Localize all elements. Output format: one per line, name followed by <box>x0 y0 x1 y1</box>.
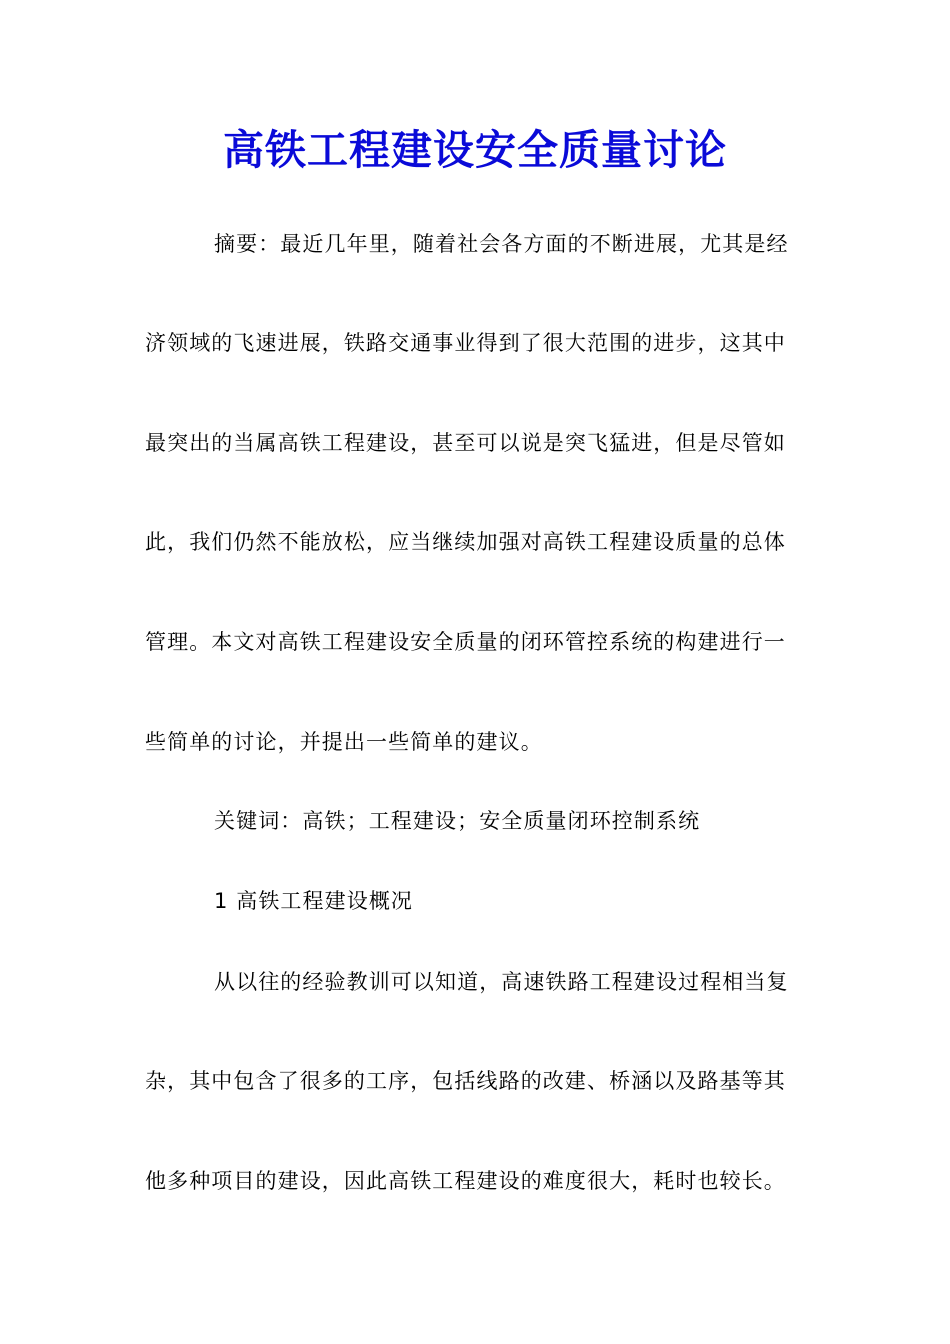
document-title: 高铁工程建设安全质量讨论 <box>223 126 727 174</box>
abstract-line: 最突出的当属高铁工程建设，甚至可以说是突飞猛进，但是尽管如 <box>145 431 786 455</box>
abstract-line: 些简单的讨论，并提出一些简单的建议。 <box>145 730 543 754</box>
keywords: 关键词：高铁；工程建设；安全质量闭环控制系统 <box>214 809 701 833</box>
abstract-line: 管理。本文对高铁工程建设安全质量的闭环管控系统的构建进行一 <box>145 630 786 654</box>
body-line: 他多种项目的建设，因此高铁工程建设的难度很大，耗时也较长。 <box>145 1169 786 1193</box>
abstract-line: 此，我们仍然不能放松，应当继续加强对高铁工程建设质量的总体 <box>145 530 786 554</box>
body-line: 从以往的经验教训可以知道，高速铁路工程建设过程相当复 <box>214 970 789 994</box>
body-line: 杂，其中包含了很多的工序，包括线路的改建、桥涵以及路基等其 <box>145 1069 786 1093</box>
section-heading: 1 高铁工程建设概况 <box>214 889 414 913</box>
abstract-line: 济领域的飞速进展，铁路交通事业得到了很大范围的进步，这其中 <box>145 331 786 355</box>
abstract-line: 摘要：最近几年里，随着社会各方面的不断进展，尤其是经 <box>214 232 789 256</box>
